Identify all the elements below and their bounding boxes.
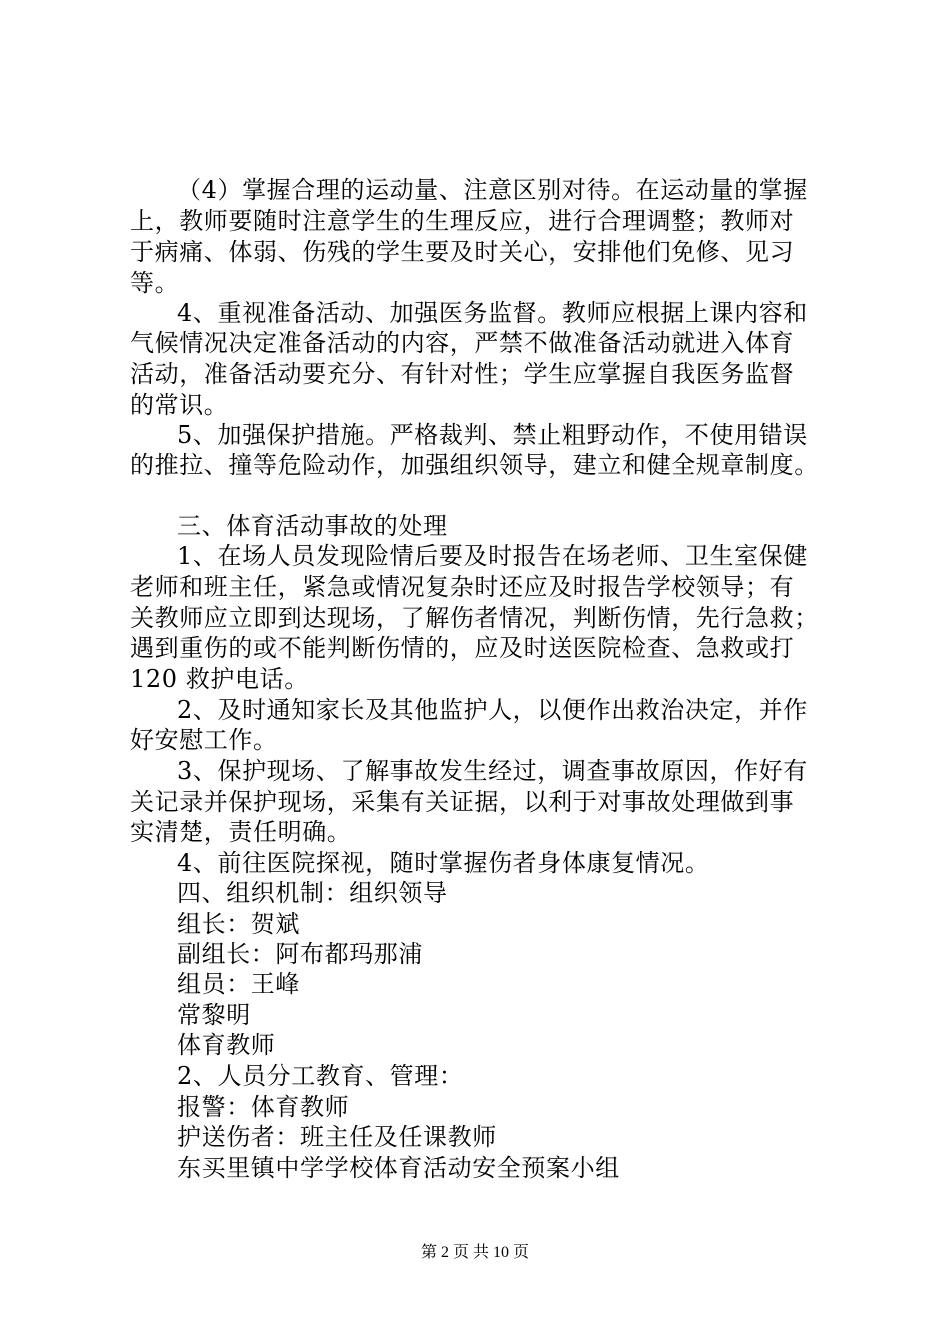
paragraph-line: 气候情况决定准备活动的内容，严禁不做准备活动就进入体育 bbox=[130, 329, 795, 357]
paragraph-line: 2、及时通知家长及其他监护人，以便作出救治决定，并作 bbox=[177, 696, 808, 724]
paragraph-line: 1、在场人员发现险情后要及时报告在场老师、卫生室保健 bbox=[177, 542, 808, 570]
list-item: 护送伤者：班主任及任课教师 bbox=[177, 1123, 497, 1151]
paragraph-line: 等。 bbox=[130, 269, 180, 297]
list-item: 组员：王峰 bbox=[177, 970, 300, 998]
paragraph-line: 实清楚，责任明确。 bbox=[130, 818, 352, 846]
list-item: 2、人员分工教育、管理： bbox=[177, 1062, 464, 1090]
section-heading: 三、体育活动事故的处理 bbox=[177, 512, 448, 540]
page-number-footer: 第 2 页 共 10 页 bbox=[420, 1244, 529, 1261]
paragraph-line: 活动，准备活动要充分、有针对性；学生应掌握自我医务监督 bbox=[130, 360, 795, 388]
paragraph-line: 的常识。 bbox=[130, 391, 229, 419]
paragraph-line: 4、前往医院探视，随时掌握伤者身体康复情况。 bbox=[177, 849, 710, 877]
paragraph-line: 3、保护现场、了解事故发生经过，调查事故原因，作好有 bbox=[177, 757, 808, 785]
paragraph-line: 4、重视准备活动、加强医务监督。教师应根据上课内容和 bbox=[177, 299, 808, 327]
paragraph-line: 关记录并保护现场，采集有关证据，以利于对事故处理做到事 bbox=[130, 788, 795, 816]
list-item: 常黎明 bbox=[177, 1001, 251, 1029]
list-item: 东买里镇中学学校体育活动安全预案小组 bbox=[177, 1154, 620, 1182]
paragraph-line: 好安慰工作。 bbox=[130, 726, 278, 754]
paragraph-line: 120 救护电话。 bbox=[130, 665, 309, 693]
list-item: 体育教师 bbox=[177, 1031, 276, 1059]
paragraph-line: （4）掌握合理的运动量、注意区别对待。在运动量的掌握 bbox=[177, 176, 808, 204]
paragraph-line: 遇到重伤的或不能判断伤情的，应及时送医院检查、急救或打 bbox=[130, 634, 795, 662]
paragraph-line: 于病痛、体弱、伤残的学生要及时关心，安排他们免修、见习 bbox=[130, 238, 795, 266]
list-item: 副组长：阿布都玛那浦 bbox=[177, 940, 423, 968]
paragraph-line: 上，教师要随时注意学生的生理反应，进行合理调整；教师对 bbox=[130, 207, 795, 235]
section-heading: 四、组织机制：组织领导 bbox=[177, 879, 448, 907]
paragraph-line: 的推拉、撞等危险动作，加强组织领导，建立和健全规章制度。 bbox=[130, 451, 819, 479]
paragraph-line: 5、加强保护措施。严格裁判、禁止粗野动作，不使用错误 bbox=[177, 421, 808, 449]
list-item: 组长：贺斌 bbox=[177, 910, 300, 938]
paragraph-line: 关教师应立即到达现场，了解伤者情况，判断伤情，先行急救； bbox=[130, 604, 819, 632]
paragraph-line: 老师和班主任，紧急或情况复杂时还应及时报告学校领导；有 bbox=[130, 573, 795, 601]
list-item: 报警：体育教师 bbox=[177, 1093, 350, 1121]
